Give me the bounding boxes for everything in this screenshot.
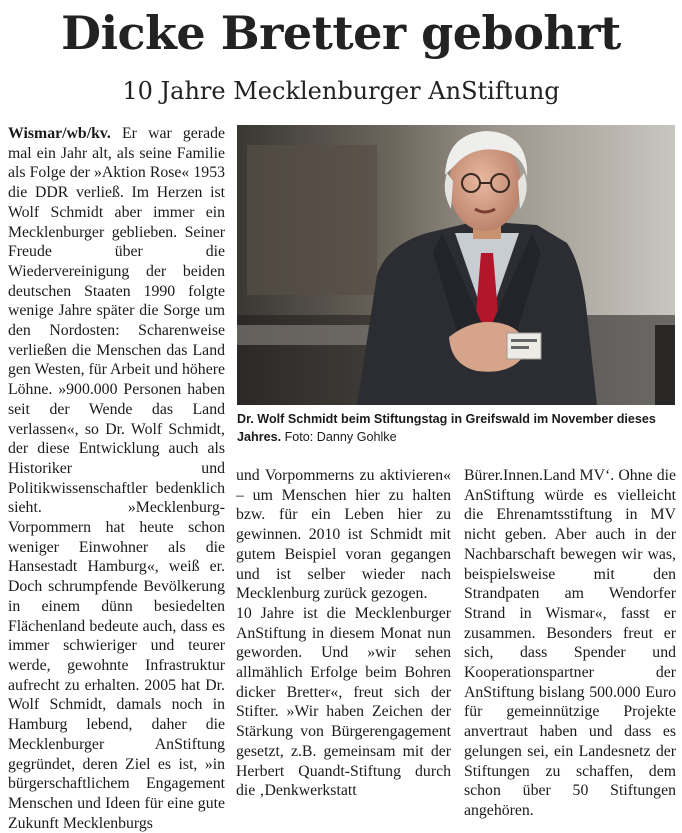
article-paragraph: 10 Jahre ist die Mecklenburger AnStiftung in diesem Monat nun geworden. Und »wir sehen allmählich Erfolge beim Bohren dicker Bretter«, freut sich der Stifter. »Wir haben Zeichen der Stärkung von Bürgerengagement gesetzt, z.B. gemeinsam mit der Herbert Quandt-Stiftung durch die ‚Denkwerkstatt <box>236 604 451 800</box>
article-paragraph <box>8 124 225 833</box>
headline: Dicke Bretter gebohrt <box>61 6 621 60</box>
subheadline: 10 Jahre Mecklenburger AnStiftung <box>122 77 560 105</box>
article-column-3 <box>464 466 676 821</box>
speaker-photo <box>237 125 675 405</box>
photo-credit: Foto: Danny Gohlke <box>284 430 397 444</box>
article-column-1 <box>8 124 225 833</box>
article-paragraph: und Vorpommerns zu aktivieren« – um Menschen hier zu halten bzw. für ein Leben hier zu gewinnen. 2010 ist Schmidt mit gutem Beispiel voran gegangen und ist selber wieder nach Mecklenburg zurück gezogen. <box>236 467 451 603</box>
article-column-2 <box>236 466 451 801</box>
article-paragraph: Bürer.Innen.Land MV‘. Ohne die AnStiftung würde es vielleicht die Ehrenamtsstiftung in MV nicht geben. Aber auch in der Nachbarschaft bewegen wir was, beispielsweise mit den Strandpaten am Wendorfer Strand in Wismar«, fasst er zusammen. Besonders freut er sich, dass Spender und Kooperationspartner der AnStiftung bislang 500.000 Euro für gemeinnützige Projekte anvertraut haben und dass es gelungen sei, ein Landesnetz der Stiftungen zu schaffen, dem schon über 50 Stiftungen angehören. <box>464 467 676 819</box>
photo-caption <box>237 410 677 446</box>
dateline: Wismar/wb/kv. <box>8 125 111 142</box>
caption-text: Dr. Wolf Schmidt beim Stiftungstag in Greifswald im November dieses Jahres. <box>237 412 656 444</box>
body-text: Er war gerade mal ein Jahr alt, als seine Familie als Folge der »Aktion Rose« 1953 die DDR verließ. Im Herzen ist Wolf Schmidt aber immer ein Mecklenburger geblieben. Seiner Freude über die Wiedervereinigung der beiden deutschen Staaten 1990 folgte wenige Jahre später die Sorge um den Nordosten: Scharenweise verließen die Menschen das Land gen Westen, für Arbeit und höhere Löhne. »900.000 Personen haben seit der Wende das Land verlassen«, so Dr. Wolf Schmidt, der diese Entwicklung auch als Historiker und Politikwissenschaftler bedenklich sieht. »Mecklenburg-Vorpommern hat heute schon weniger Einwohner als die Hansestadt Hamburg«, weiß er. Doch schrumpfende Bevölkerung in einem dünn besiedelten Flächenland bedeute auch, dass es immer schwieriger und teurer werde, gewohnte Infrastruktur aufrecht zu erhalten. 2005 hat Dr. Wolf Schmidt, damals noch in Hamburg lebend, daher die Mecklenburger AnStiftung gegründet, deren Ziel es ist, »in bürgerschaftlichem Engagement Menschen und Ideen für eine gute Zukunft Mecklenburgs <box>8 125 225 832</box>
